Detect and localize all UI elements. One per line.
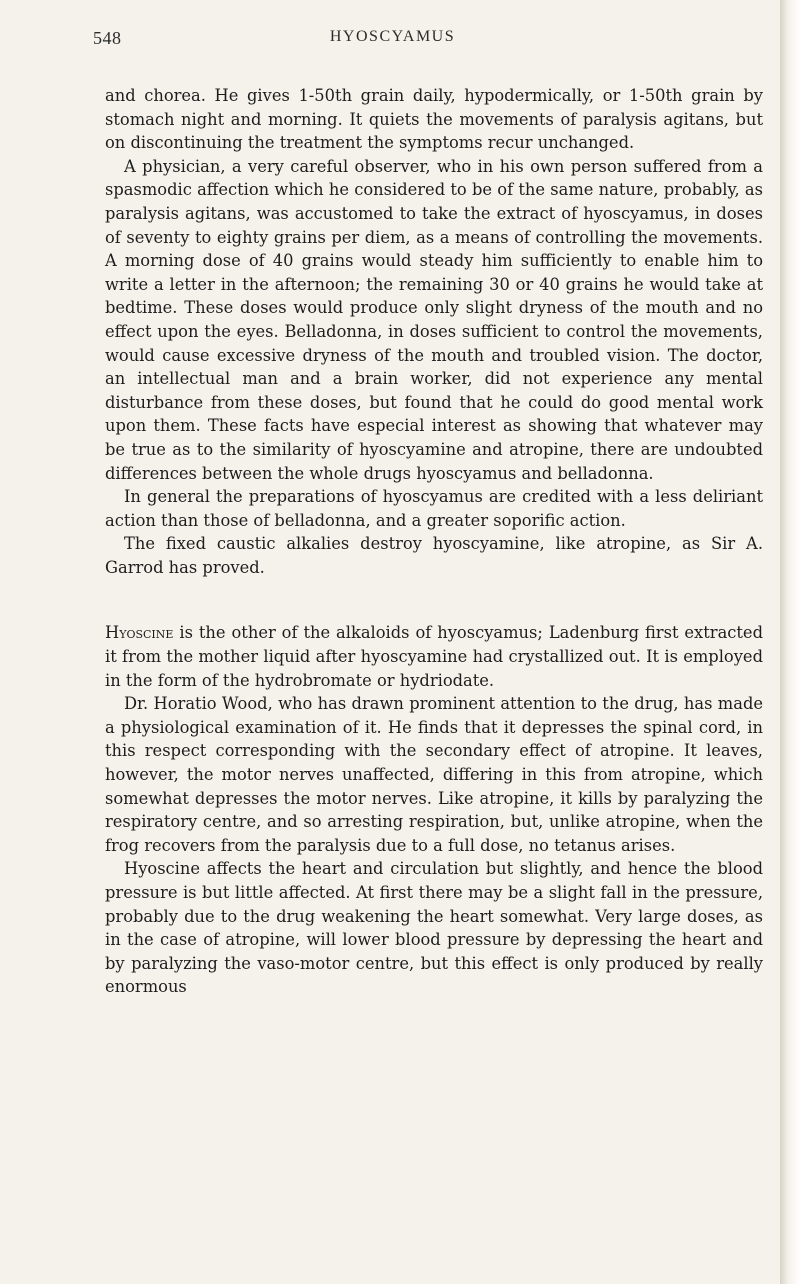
hyoscine-section-intro [105, 621, 763, 692]
paragraph-physician-case: A physician, a very careful observer, who in his own person suffered from a spasmodic affection which he considered to be of the same nature, probably, as paralysis agitans, was accustomed to take the extract of hyoscyamus, in doses of seventy to eighty grains per diem, as a means of controlling the movements. A morning dose of 40 grains would steady him sufficiently to enable him to write a letter in the afternoon; the remaining 30 or 40 grains he would take at bedtime. These doses would produce only slight dryness of the mouth and no effect upon the eyes. Belladonna, in doses sufficient to control the movements, would cause excessive dryness of the mouth and troubled vision. The doctor, an intellectual man and a brain worker, did not experience any mental disturbance from these doses, but found that he could do good mental work upon them. These facts have especial interest as showing that whatever may be true as to the similarity of hyoscyamine and atropine, there are undoubted differences between the whole drugs hyoscyamus and belladonna. [105, 156, 763, 483]
page-number: 548 [93, 28, 122, 48]
paragraph-caustic-alkalies: The fixed caustic alkalies destroy hyoscyamine, like atropine, as Sir A. Garrod has proved. [105, 534, 763, 577]
running-head [93, 28, 752, 54]
paragraph-continuation: and chorea. He gives 1-50th grain daily, hypodermically, or 1-50th grain by stomach night and morning. It quiets the movements of paralysis agitans, but on discontinuing the treatment the symptoms recur unchanged. [105, 86, 763, 153]
page-edge [780, 0, 800, 1284]
paragraph-horatio-wood: Dr. Horatio Wood, who has drawn prominent attention to the drug, has made a physiological examination of it. He finds that it depresses the spinal cord, in this respect corresponding with the secondary effect of atropine. It leaves, however, the motor nerves unaffected, differing in this from atropine, which somewhat depresses the motor nerves. Like atropine, it kills by paralyzing the respiratory centre, and so arresting respiration, but, unlike atropine, when the frog recovers from the paralysis due to a full dose, no tetanus arises. [105, 694, 763, 855]
paragraph-heart-circulation: Hyoscine affects the heart and circulation but slightly, and hence the blood pressure is but little affected. At first there may be a slight fall in the pressure, probably due to the drug weakening the heart somewhat. Very large doses, as in the case of atropine, will lower blood pressure by depressing the heart and by paralyzing the vaso-motor centre, but this effect is only produced by really enormous [105, 859, 763, 997]
body-text [105, 84, 763, 999]
running-title: HYOSCYAMUS [329, 28, 456, 45]
paragraph-general-preparations: In general the preparations of hyoscyamus are credited with a less deliriant action than those of belladonna, and a greater soporific action. [105, 487, 763, 530]
hyoscine-lead-word: Hyoscine [105, 623, 174, 643]
hyoscine-intro-text: is the other of the alkaloids of hyoscyamus; Ladenburg first extracted it from the mother liquid after hyoscyamine had crystallized out. It is employed in the form of the hydrobromate or hydriodate. [105, 623, 763, 690]
